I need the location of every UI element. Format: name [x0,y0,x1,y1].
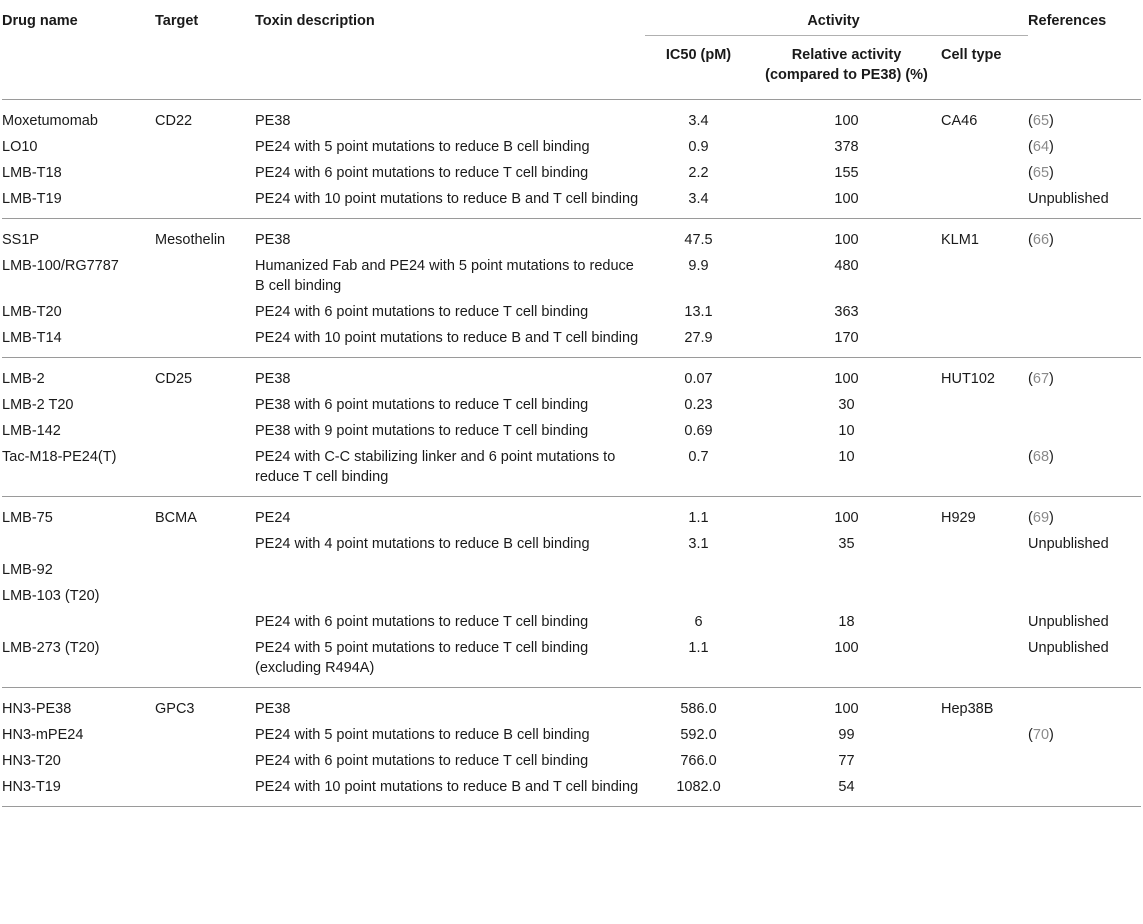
ic50-cell [645,557,758,583]
relative-activity-cell: 100 [834,701,859,717]
reference-cell [1028,325,1141,358]
reference-link[interactable]: 64 [1032,139,1050,155]
row-group [2,219,1141,358]
toxin-description-cell: PE24 with 5 point mutations to reduce B cell binding [255,139,590,155]
reference-cell [1028,557,1141,583]
target-cell [155,583,255,609]
cell-type-cell: Hep38B [941,701,994,717]
reference-cell: Unpublished [1028,191,1109,207]
relative-activity-cell: 77 [838,753,855,769]
reference-cell [1028,299,1141,325]
drug-name-cell: LMB-100/RG7787 [2,258,119,274]
toxin-description-cell [255,583,645,609]
table-row [2,100,1141,135]
cell-type-cell: KLM1 [941,232,979,248]
cell-type-cell [941,722,1028,748]
drug-name-cell: LMB-T19 [2,191,62,207]
reference-cell[interactable]: (69) [1028,510,1054,526]
table-row [2,299,1141,325]
ic50-cell [645,583,758,609]
drug-name-cell: LMB-273 (T20) [2,640,100,656]
table-row [2,325,1141,358]
table-row [2,253,1141,299]
reference-cell [1028,583,1141,609]
ic50-cell: 3.4 [688,191,709,207]
reference-cell[interactable]: (67) [1028,371,1054,387]
row-group [2,688,1141,807]
ic50-cell: 1082.0 [676,779,721,795]
cell-type-cell [941,557,1028,583]
reference-link[interactable]: 65 [1032,165,1050,181]
drug-activity-table [2,0,1141,807]
drug-name-cell: SS1P [2,232,40,248]
target-cell [155,392,255,418]
reference-cell[interactable]: (65) [1028,165,1054,181]
cell-type-cell [941,392,1028,418]
drug-name-cell: Moxetumomab [2,113,98,129]
relative-activity-cell: 100 [834,640,859,656]
header-drug-name: Drug name [2,13,78,29]
ic50-cell: 586.0 [680,701,717,717]
cell-type-cell [941,609,1028,635]
toxin-description-cell: PE24 with 4 point mutations to reduce B cell binding [255,536,590,552]
toxin-description-cell: PE38 [255,371,291,387]
ic50-cell: 0.7 [688,449,709,465]
toxin-description-cell: PE24 with 6 point mutations to reduce T cell binding [255,753,589,769]
cell-type-cell [941,325,1028,358]
cell-type-cell [941,444,1028,497]
ic50-cell: 27.9 [684,330,713,346]
toxin-description-cell: PE38 [255,701,291,717]
toxin-description-cell: PE38 with 9 point mutations to reduce T cell binding [255,423,589,439]
toxin-description-cell: PE24 with 5 point mutations to reduce B cell binding [255,727,590,743]
drug-name-cell: LO10 [2,139,38,155]
drug-name-cell: HN3-PE38 [2,701,72,717]
toxin-description-cell: PE24 [255,510,291,526]
row-group [2,497,1141,688]
ic50-cell: 9.9 [688,258,709,274]
relative-activity-cell: 100 [834,191,859,207]
drug-name-cell: LMB-142 [2,423,61,439]
ic50-cell: 0.23 [684,397,713,413]
cell-type-cell [941,134,1028,160]
relative-activity-cell: 10 [838,449,855,465]
toxin-description-cell: PE24 with 6 point mutations to reduce T cell binding [255,165,589,181]
cell-type-cell: H929 [941,510,976,526]
target-cell [155,748,255,774]
table-row [2,748,1141,774]
relative-activity-cell: 35 [838,536,855,552]
toxin-description-cell: PE24 with 6 point mutations to reduce T cell binding [255,304,589,320]
relative-activity-cell: 378 [834,139,859,155]
target-cell [155,774,255,807]
target-cell [155,253,255,299]
toxin-description-cell: PE24 with C-C stabilizing linker and 6 point mutations to reduce T cell binding [255,449,616,485]
relative-activity-cell: 100 [834,510,859,526]
drug-name-cell: Tac-M18-PE24(T) [2,449,117,465]
relative-activity-cell: 155 [834,165,859,181]
table-row [2,444,1141,497]
target-cell: Mesothelin [155,232,226,248]
reference-cell [1028,688,1141,723]
drug-name-cell: LMB-T18 [2,165,62,181]
drug-name-cell: LMB-T14 [2,330,62,346]
target-cell [155,299,255,325]
relative-activity-cell [758,557,941,583]
target-cell [155,531,255,557]
drug-name-cell: HN3-T19 [2,779,61,795]
ic50-cell: 1.1 [688,510,709,526]
table-header [2,0,1141,100]
table-row [2,635,1141,688]
reference-cell[interactable]: (68) [1028,449,1054,465]
header-target: Target [155,13,199,29]
table-row [2,160,1141,186]
cell-type-cell [941,299,1028,325]
target-cell: GPC3 [155,701,195,717]
drug-name-cell: HN3-T20 [2,753,61,769]
drug-name-cell: LMB-T20 [2,304,62,320]
table-row [2,557,1141,583]
relative-activity-cell [758,583,941,609]
toxin-description-cell: PE24 with 6 point mutations to reduce T cell binding [255,614,589,630]
drug-name-cell: LMB-2 [2,371,45,387]
ic50-cell: 592.0 [680,727,717,743]
target-cell: BCMA [155,510,197,526]
cell-type-cell [941,774,1028,807]
cell-type-cell [941,748,1028,774]
ic50-cell: 0.07 [684,371,713,387]
drug-name-cell: HN3-mPE24 [2,727,84,743]
cell-type-cell [941,635,1028,688]
toxin-description-cell: PE24 with 10 point mutations to reduce B and T cell binding [255,779,639,795]
relative-activity-cell: 30 [838,397,855,413]
reference-cell [1028,392,1141,418]
toxin-description-cell: PE38 [255,232,291,248]
ic50-cell: 2.2 [688,165,709,181]
ic50-cell: 0.9 [688,139,709,155]
row-group [2,358,1141,497]
reference-link[interactable]: 66 [1032,232,1050,248]
toxin-description-cell: PE24 with 10 point mutations to reduce B and T cell binding [255,191,639,207]
relative-activity-cell: 10 [838,423,855,439]
table-row [2,186,1141,219]
header-cell-type: Cell type [941,47,1002,63]
target-cell [155,134,255,160]
toxin-description-cell: PE38 [255,113,291,129]
ic50-cell: 3.4 [688,113,709,129]
relative-activity-cell: 99 [838,727,855,743]
table-row [2,219,1141,254]
target-cell [155,444,255,497]
ic50-cell: 0.69 [684,423,713,439]
table-row [2,531,1141,557]
cell-type-cell [941,418,1028,444]
target-cell [155,186,255,219]
toxin-description-cell: Humanized Fab and PE24 with 5 point mutations to reduce B cell binding [255,258,634,294]
header-relative-activity: Relative activity (compared to PE38) (%) [765,47,928,83]
relative-activity-cell: 100 [834,371,859,387]
reference-cell [1028,253,1141,299]
relative-activity-cell: 100 [834,232,859,248]
toxin-description-cell [255,557,645,583]
drug-name-cell: LMB-75 [2,510,53,526]
drug-name-cell: LMB-2 T20 [2,397,74,413]
target-cell [155,557,255,583]
table-row [2,609,1141,635]
reference-cell [1028,748,1141,774]
toxin-description-cell: PE38 with 6 point mutations to reduce T cell binding [255,397,589,413]
cell-type-cell: CA46 [941,113,978,129]
relative-activity-cell: 363 [834,304,859,320]
drug-name-cell: LMB-92 [2,562,53,578]
header-activity: Activity [645,0,1028,36]
table-row [2,583,1141,609]
reference-link[interactable]: 69 [1032,510,1050,526]
relative-activity-cell: 170 [834,330,859,346]
drug-name-cell [2,531,155,557]
target-cell [155,160,255,186]
reference-cell[interactable]: (70) [1028,727,1054,743]
target-cell: CD25 [155,371,193,387]
cell-type-cell [941,160,1028,186]
ic50-cell: 3.1 [688,536,709,552]
header-toxin-description: Toxin description [255,13,375,29]
cell-type-cell [941,186,1028,219]
relative-activity-cell: 54 [838,779,855,795]
target-cell [155,325,255,358]
relative-activity-cell: 18 [838,614,855,630]
table-row [2,418,1141,444]
reference-link[interactable]: 67 [1032,371,1050,387]
reference-link[interactable]: 65 [1032,113,1050,129]
cell-type-cell [941,583,1028,609]
target-cell [155,609,255,635]
ic50-cell: 47.5 [684,232,713,248]
toxin-description-cell: PE24 with 10 point mutations to reduce B and T cell binding [255,330,639,346]
relative-activity-cell: 480 [834,258,859,274]
table-row [2,134,1141,160]
target-cell [155,418,255,444]
table-row [2,392,1141,418]
table-row [2,358,1141,393]
table-row [2,497,1141,532]
ic50-cell: 13.1 [684,304,713,320]
target-cell: CD22 [155,113,193,129]
target-cell [155,635,255,688]
header-ic50: IC50 (pM) [665,47,732,63]
cell-type-cell: HUT102 [941,371,995,387]
reference-link[interactable]: 70 [1032,727,1050,743]
reference-cell[interactable]: (65) [1028,113,1054,129]
reference-cell[interactable]: (66) [1028,232,1054,248]
drug-name-cell [2,609,155,635]
cell-type-cell [941,253,1028,299]
ic50-cell: 1.1 [688,640,709,656]
row-group [2,100,1141,219]
ic50-cell: 766.0 [680,753,717,769]
reference-link[interactable]: 68 [1032,449,1050,465]
header-references: References [1028,13,1107,29]
reference-cell [1028,774,1141,807]
table-row [2,774,1141,807]
reference-cell: Unpublished [1028,640,1109,656]
target-cell [155,722,255,748]
reference-cell: Unpublished [1028,614,1109,630]
reference-cell: Unpublished [1028,536,1109,552]
drug-name-cell: LMB-103 (T20) [2,588,100,604]
table-row [2,688,1141,723]
cell-type-cell [941,531,1028,557]
ic50-cell: 6 [694,614,703,630]
relative-activity-cell: 100 [834,113,859,129]
reference-cell[interactable]: (64) [1028,139,1054,155]
table-row [2,722,1141,748]
reference-cell [1028,418,1141,444]
toxin-description-cell: PE24 with 5 point mutations to reduce T cell binding (excluding R494A) [255,640,589,676]
